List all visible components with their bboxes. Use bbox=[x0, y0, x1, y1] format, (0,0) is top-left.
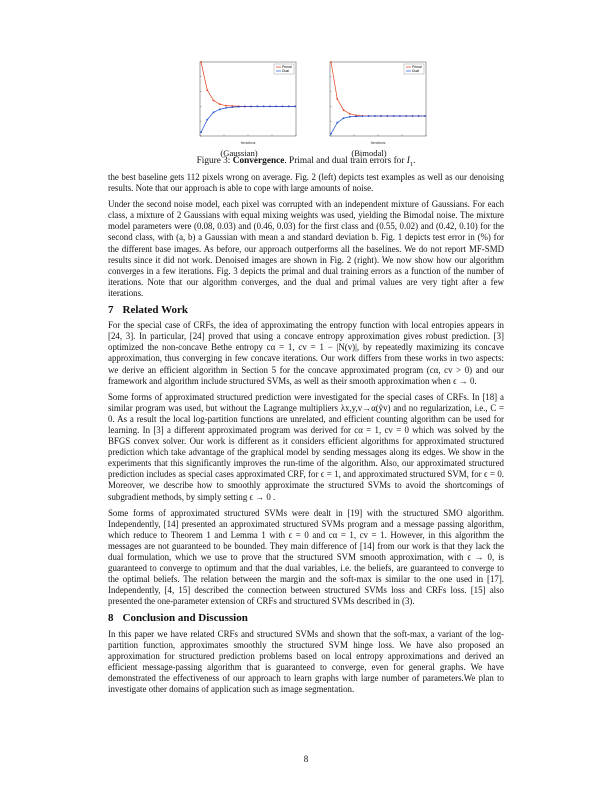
x-axis-label: Iterations bbox=[370, 141, 386, 145]
data-point-primal bbox=[219, 103, 221, 105]
data-point-dual bbox=[374, 115, 376, 117]
legend-label: Primal bbox=[412, 65, 422, 70]
x-axis-label: Iterations bbox=[240, 141, 256, 145]
legend-label: Dual bbox=[412, 69, 419, 74]
section-number: 7 bbox=[108, 304, 114, 317]
data-point-dual bbox=[257, 106, 259, 108]
data-point-dual bbox=[355, 115, 357, 117]
subfigure-label-gaussian: (Gaussian) bbox=[220, 148, 258, 158]
legend-label: Primal bbox=[282, 65, 292, 70]
paragraph: Some forms of approximated structured SVMs were dealt in [19] with the structured SMO algorithm. Independently, [14] presented an approximated structured SVMs program and a message passing algorithm, which reduce to Theorem 1 and Lemma 1 with ϵ = 0 and cα = 1, cv = 1. However, in this algorithm the messages are not guaranteed to be bounded. They main difference of [14] from our work is that they lack the dual formulation, which we use to prove that the structured SVM smooth approximation, with ϵ → 0, is guaranteed to converge to optimum and that the dual variables, i.e. the beliefs, are guaranteed to converge to the optimal beliefs. The relation between the margin and the soft-max is similar to the one used in [17]. Independently, [4, 15] described the connection between structured SVMs loss and CRFs loss. [15] also presented the one-parameter extension of CRFs and structured SVMs described in (3). bbox=[108, 507, 504, 607]
data-point-dual bbox=[231, 106, 233, 108]
caption-var: I bbox=[406, 156, 410, 166]
data-point-dual bbox=[387, 115, 389, 117]
data-point-dual bbox=[336, 122, 338, 124]
subfigure-label-bimodal: (Bimodal) bbox=[351, 148, 387, 158]
data-point-dual bbox=[225, 107, 227, 109]
data-point-primal bbox=[206, 89, 208, 91]
data-point-primal bbox=[213, 100, 215, 102]
figure-caption bbox=[0, 156, 612, 168]
data-point-primal bbox=[349, 113, 351, 115]
series-line-dual bbox=[201, 106, 295, 132]
data-point-dual bbox=[343, 117, 345, 119]
paragraph: In this paper we have related CRFs and structured SVMs and shown that the soft-max, a variant of the log-partition function, approximates smoothly the structured SVM hinge loss. We have also proposed an approximation for structured prediction problems based on local entropy approximations and derived an efficient message-passing algorithm that is guaranteed to converge, even for general graphs. We have demonstrated the effectiveness of our approach to learn graphs with large number of parameters.We plan to investigate other domains of application such as image segmentation. bbox=[108, 628, 504, 695]
data-point-dual bbox=[238, 106, 240, 108]
data-point-primal bbox=[330, 61, 332, 63]
paragraph: For the special case of CRFs, the idea of approximating the entropy function with local entropies appears in [24, 3]. In particular, [24] proved that using a concave entropy approximation gives robust prediction. [3] optimized the non-concave Bethe entropy cα = 1, cv = 1 − |N(v)|, by repeatedly maximizing its concave approximation, thus converging in few concave iterations. Our work differs from these works in two aspects: we derive an efficient algorithm in Section 5 for the concave approximated program (cα, cv > 0) and our framework and algorithm include structured SVMs, as well as their smooth approximation when ϵ → 0. bbox=[108, 320, 504, 386]
data-point-dual bbox=[399, 115, 401, 117]
paragraph: the best baseline gets 112 pixels wrong on average. Fig. 2 (left) depicts test examples as well as our denoising results. Note that our approach is able to cope with large amounts of noise. bbox=[108, 172, 504, 194]
data-point-primal bbox=[200, 61, 202, 63]
legend bbox=[404, 64, 424, 74]
data-point-dual bbox=[269, 106, 271, 108]
caption-sub: 1 bbox=[409, 160, 414, 168]
paragraph: Under the second noise model, each pixel was corrupted with an independent mixture of Gaussians. For each class, a mixture of 2 Gaussians with equal mixing weights was used, yielding the Bimodal noise. The mixture model parameters were (0.08, 0.03) and (0.46, 0.03) for the first class and (0.55, 0.02) and (0.42, 0.10) for the second class, with (a, b) a Gaussian with mean a and standard deviation b. Fig. 1 depicts test error in (%) for the different base images. As before, our approach outperforms all the baselines. We do not report MF-SMD results since it did not work. Denoised images are shown in Fig. 2 (right). We now show how our algorithm converges in a few iterations. Fig. 3 depicts the primal and dual training errors as a function of the number of iterations. Note that our algorithm converges, and the dual and primal values are very tight after a few iterations. bbox=[108, 199, 504, 298]
caption-rest: . Primal and dual train errors for bbox=[284, 156, 407, 166]
section-title: Related Work bbox=[122, 304, 188, 317]
data-point-dual bbox=[424, 115, 426, 117]
section-heading-8 bbox=[108, 613, 504, 624]
data-point-dual bbox=[200, 131, 202, 133]
data-point-dual bbox=[219, 108, 221, 110]
legend-label: Dual bbox=[282, 69, 289, 74]
data-point-dual bbox=[288, 106, 290, 108]
page-number: 8 bbox=[303, 754, 309, 764]
data-point-dual bbox=[294, 106, 296, 108]
chart-gaussian bbox=[178, 56, 308, 148]
main-text bbox=[108, 172, 504, 700]
figure-3 bbox=[0, 56, 612, 170]
section-number: 8 bbox=[108, 612, 114, 625]
data-point-dual bbox=[393, 115, 395, 117]
chart-bimodal bbox=[308, 56, 438, 148]
data-point-dual bbox=[263, 106, 265, 108]
data-point-dual bbox=[380, 115, 382, 117]
data-point-dual bbox=[213, 111, 215, 113]
data-point-dual bbox=[418, 115, 420, 117]
data-point-primal bbox=[336, 98, 338, 100]
data-point-dual bbox=[282, 106, 284, 108]
caption-label: Figure 3: bbox=[196, 156, 231, 166]
data-point-dual bbox=[206, 119, 208, 121]
caption-end: . bbox=[413, 156, 416, 166]
data-point-primal bbox=[225, 105, 227, 107]
data-point-primal bbox=[343, 109, 345, 111]
data-point-dual bbox=[405, 115, 407, 117]
section-title: Conclusion and Discussion bbox=[122, 612, 248, 625]
data-point-dual bbox=[368, 115, 370, 117]
series-line-dual bbox=[331, 116, 425, 134]
data-point-dual bbox=[244, 106, 246, 108]
data-point-dual bbox=[250, 106, 252, 108]
paragraph: Some forms of approximated structured prediction were investigated for the special cases of CRFs. In [18] a similar program was used, but without the Lagrange multipliers λx,y,v→α(ŷv) and no regularization, i.e., C = 0. As a result the local log-partition functions are unrelated, and efficient counting algorithm can be used for learning. In [3] a different approximated program was derived for cα = 1, cv = 0 which was solved by the BFGS convex solver. Our work is different as it considers efficient algorithms for approximated structured prediction which take advantage of the graphical model by sending messages along its edges. We show in the experiments that this significantly improves the run-time of the algorithm. Also, our approximated structured prediction includes as special cases approximated CRF, for ϵ = 1, and approximated structured SVM, for ϵ = 0. Moreover, we describe how to smoothly approximate the structured SVMs to avoid the shortcomings of subgradient methods, by simply setting ϵ → 0 . bbox=[108, 391, 504, 502]
section-heading-7 bbox=[108, 305, 504, 316]
legend bbox=[274, 64, 294, 74]
data-point-dual bbox=[330, 133, 332, 135]
data-point-dual bbox=[412, 115, 414, 117]
data-point-dual bbox=[275, 106, 277, 108]
caption-bold: Convergence bbox=[232, 156, 285, 166]
data-point-dual bbox=[361, 115, 363, 117]
data-point-dual bbox=[349, 116, 351, 118]
